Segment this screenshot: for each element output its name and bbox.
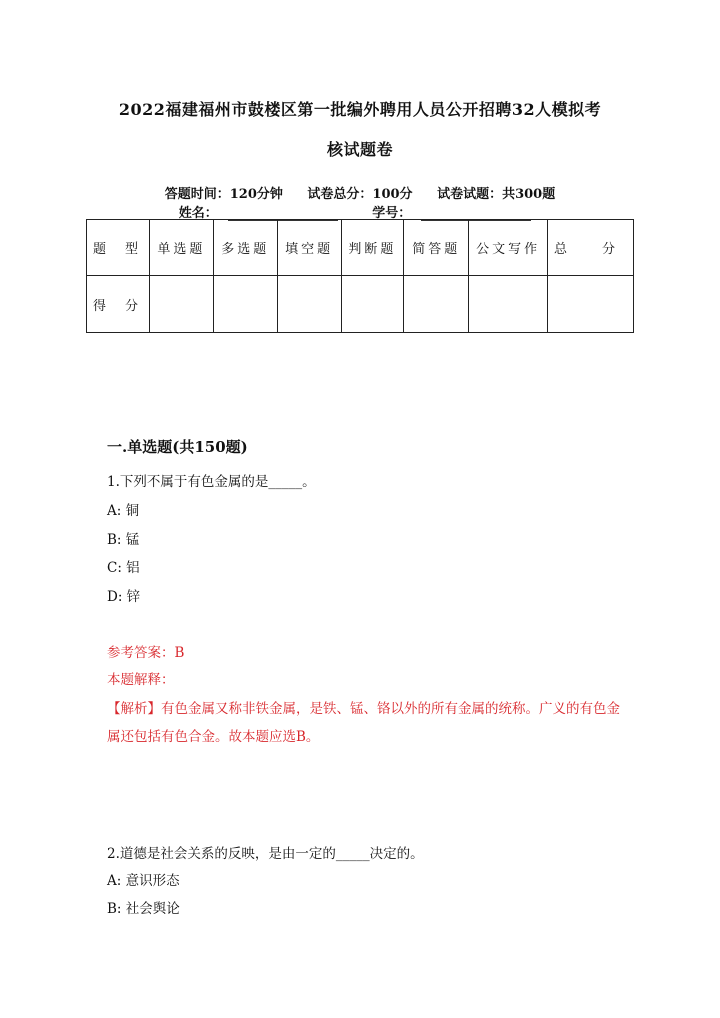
score-table-header-row bbox=[87, 220, 634, 276]
question-2-option-a[interactable]: A: 意识形态 bbox=[107, 873, 180, 889]
question-1-option-b[interactable]: B: 锰 bbox=[107, 532, 140, 548]
exam-title-line2: 核试题卷 bbox=[326, 140, 393, 159]
exam-time: 答题时间：120分钟 bbox=[164, 187, 283, 202]
header-cell-multiple-choice: 多选题 bbox=[213, 220, 277, 276]
score-cell[interactable] bbox=[149, 276, 213, 333]
score-cell[interactable] bbox=[213, 276, 277, 333]
score-row-label: 得 分 bbox=[87, 276, 150, 333]
score-cell[interactable] bbox=[469, 276, 548, 333]
score-table-score-row bbox=[87, 276, 634, 333]
header-cell-true-false: 判断题 bbox=[341, 220, 404, 276]
question-1-option-a[interactable]: A: 铜 bbox=[107, 503, 140, 519]
id-label: 学号： bbox=[372, 206, 412, 221]
header-cell-type: 题 型 bbox=[87, 220, 150, 276]
question-2-text: 2.道德是社会关系的反映，是由一定的_____决定的。 bbox=[107, 846, 424, 862]
exam-total-score: 试卷总分：100分 bbox=[307, 187, 413, 202]
score-cell[interactable] bbox=[341, 276, 404, 333]
question-1-option-d[interactable]: D: 锌 bbox=[107, 589, 141, 605]
section-title: 一.单选题(共150题) bbox=[107, 438, 248, 456]
score-cell[interactable] bbox=[404, 276, 469, 333]
exam-title-line1: 2022福建福州市鼓楼区第一批编外聘用人员公开招聘32人模拟考 bbox=[118, 100, 602, 119]
header-cell-document-writing: 公文写作 bbox=[469, 220, 548, 276]
question-1-answer: 参考答案：B bbox=[107, 645, 185, 661]
score-cell[interactable] bbox=[277, 276, 341, 333]
score-cell[interactable] bbox=[548, 276, 634, 333]
question-1-text: 1.下列不属于有色金属的是_____。 bbox=[107, 474, 316, 490]
question-2-option-b[interactable]: B: 社会舆论 bbox=[107, 901, 180, 917]
question-1-option-c[interactable]: C: 铝 bbox=[107, 560, 140, 576]
exam-info bbox=[0, 183, 720, 202]
header-cell-fill-blank: 填空题 bbox=[277, 220, 341, 276]
header-cell-single-choice: 单选题 bbox=[149, 220, 213, 276]
exam-total-questions: 试卷试题：共300题 bbox=[437, 187, 556, 202]
header-cell-short-answer: 简答题 bbox=[404, 220, 469, 276]
score-table bbox=[86, 219, 634, 333]
header-cell-total: 总 分 bbox=[548, 220, 634, 276]
name-label: 姓名： bbox=[178, 206, 218, 221]
question-1-explanation: 【解析】有色金属又称非铁金属，是铁、锰、铬以外的所有金属的统称。广义的有色金属还包括有色合金。故本题应选B。 bbox=[107, 701, 620, 745]
question-1-explain-label: 本题解释： bbox=[107, 672, 175, 688]
